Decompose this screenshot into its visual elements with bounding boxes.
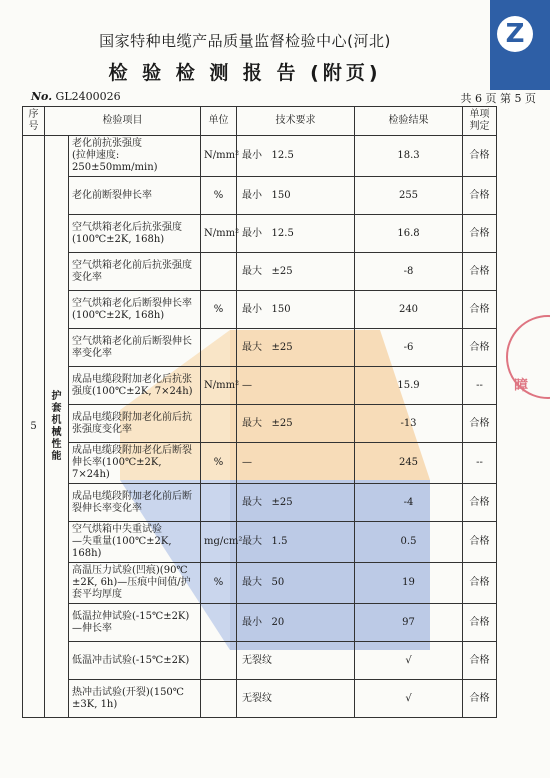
cell-item: 成品电缆段附加老化后抗张强度(100℃±2K, 7×24h) bbox=[69, 367, 201, 405]
cell-judgement: -- bbox=[463, 367, 497, 405]
report-number-value: GL2400026 bbox=[55, 90, 121, 103]
cell-result: 18.3 bbox=[355, 136, 463, 177]
cell-unit: mg/cm² bbox=[201, 522, 237, 563]
report-number-label: No. bbox=[31, 90, 53, 103]
cell-unit: % bbox=[201, 443, 237, 484]
cell-result: -6 bbox=[355, 329, 463, 367]
table-row bbox=[23, 136, 497, 177]
cell-item: 低温拉伸试验(-15℃±2K) —伸长率 bbox=[69, 604, 201, 642]
report-title: 检 验 检 测 报 告 (附页) bbox=[108, 62, 382, 84]
cell-unit: N/mm² bbox=[201, 367, 237, 405]
cell-result: 255 bbox=[355, 177, 463, 215]
cell-result: √ bbox=[355, 642, 463, 680]
cell-unit: % bbox=[201, 563, 237, 604]
cell-requirement: 最小 12.5 bbox=[237, 136, 355, 177]
cell-result: 97 bbox=[355, 604, 463, 642]
table-row bbox=[23, 329, 497, 367]
table-row bbox=[23, 604, 497, 642]
cell-judgement: 合格 bbox=[463, 329, 497, 367]
table-row bbox=[23, 484, 497, 522]
cell-judgement: 合格 bbox=[463, 563, 497, 604]
table-row bbox=[23, 253, 497, 291]
cell-unit: % bbox=[201, 291, 237, 329]
cell-item: 成品电缆段附加老化后断裂伸长率(100℃±2K, 7×24h) bbox=[69, 443, 201, 484]
col-result: 检验结果 bbox=[355, 107, 463, 136]
cell-requirement: 最小 12.5 bbox=[237, 215, 355, 253]
page-info: 共 6 页 第 5 页 bbox=[460, 92, 536, 105]
cell-result: 16.8 bbox=[355, 215, 463, 253]
cell-requirement: — bbox=[237, 443, 355, 484]
col-seq: 序号 bbox=[23, 107, 45, 136]
cell-judgement: 合格 bbox=[463, 484, 497, 522]
cell-judgement: 合格 bbox=[463, 291, 497, 329]
cell-unit bbox=[201, 604, 237, 642]
cell-judgement: 合格 bbox=[463, 177, 497, 215]
report-number bbox=[31, 90, 121, 103]
cell-requirement: 最大 ±25 bbox=[237, 253, 355, 291]
cell-requirement: 最小 20 bbox=[237, 604, 355, 642]
table-row bbox=[23, 177, 497, 215]
cell-requirement: 最大 1.5 bbox=[237, 522, 355, 563]
col-judgement: 单项判定 bbox=[463, 107, 497, 136]
cell-requirement: — bbox=[237, 367, 355, 405]
org-name: 国家特种电缆产品质量监督检验中心(河北) bbox=[99, 32, 391, 50]
cell-unit bbox=[201, 405, 237, 443]
cell-item: 高温压力试验(凹痕)(90℃±2K, 6h)—压痕中间值/护套平均厚度 bbox=[69, 563, 201, 604]
cell-result: √ bbox=[355, 680, 463, 718]
cell-item: 空气烘箱中失重试验 —失重量(100℃±2K, 168h) bbox=[69, 522, 201, 563]
cell-result: 19 bbox=[355, 563, 463, 604]
group-number: 5 bbox=[23, 136, 45, 718]
table-row bbox=[23, 405, 497, 443]
cell-item: 老化前断裂伸长率 bbox=[69, 177, 201, 215]
cell-judgement: 合格 bbox=[463, 215, 497, 253]
cell-item: 空气烘箱老化后抗张强度 (100℃±2K, 168h) bbox=[69, 215, 201, 253]
cell-unit bbox=[201, 253, 237, 291]
cell-unit: N/mm² bbox=[201, 136, 237, 177]
col-unit: 单位 bbox=[201, 107, 237, 136]
cell-judgement: 合格 bbox=[463, 680, 497, 718]
cell-judgement: 合格 bbox=[463, 522, 497, 563]
cell-requirement: 无裂纹 bbox=[237, 680, 355, 718]
cell-judgement: 合格 bbox=[463, 642, 497, 680]
col-item: 检验项目 bbox=[45, 107, 201, 136]
cell-item: 空气烘箱老化前后抗张强度变化率 bbox=[69, 253, 201, 291]
cell-unit: N/mm² bbox=[201, 215, 237, 253]
cell-requirement: 无裂纹 bbox=[237, 642, 355, 680]
cell-result: -8 bbox=[355, 253, 463, 291]
table-row bbox=[23, 215, 497, 253]
corner-logo bbox=[490, 0, 550, 90]
red-seal-stamp bbox=[506, 315, 550, 399]
cell-item: 成品电缆段附加老化前后断裂伸长率变化率 bbox=[69, 484, 201, 522]
cell-judgement: 合格 bbox=[463, 253, 497, 291]
cell-item: 热冲击试验(开裂)(150℃±3K, 1h) bbox=[69, 680, 201, 718]
cell-unit bbox=[201, 680, 237, 718]
table-row bbox=[23, 563, 497, 604]
table-row bbox=[23, 680, 497, 718]
col-requirement: 技术要求 bbox=[237, 107, 355, 136]
table-row bbox=[23, 291, 497, 329]
cell-requirement: 最大 ±25 bbox=[237, 405, 355, 443]
cell-judgement: -- bbox=[463, 443, 497, 484]
cell-item: 空气烘箱老化后断裂伸长率 (100℃±2K, 168h) bbox=[69, 291, 201, 329]
cell-result: -13 bbox=[355, 405, 463, 443]
cell-result: 240 bbox=[355, 291, 463, 329]
cell-result: 15.9 bbox=[355, 367, 463, 405]
cell-item: 成品电缆段附加老化前后抗张强度变化率 bbox=[69, 405, 201, 443]
cell-unit bbox=[201, 642, 237, 680]
cell-judgement: 合格 bbox=[463, 405, 497, 443]
cell-result: -4 bbox=[355, 484, 463, 522]
table-row bbox=[23, 367, 497, 405]
cell-requirement: 最大 ±25 bbox=[237, 329, 355, 367]
table-row bbox=[23, 522, 497, 563]
cell-result: 0.5 bbox=[355, 522, 463, 563]
cell-item: 低温冲击试验(-15℃±2K) bbox=[69, 642, 201, 680]
group-name: 护套机械性能 bbox=[45, 136, 69, 718]
cell-judgement: 合格 bbox=[463, 136, 497, 177]
table-row bbox=[23, 443, 497, 484]
table-header-row bbox=[23, 107, 497, 136]
stamp-char: 瞕 bbox=[514, 378, 528, 394]
cell-item: 空气烘箱老化前后断裂伸长率变化率 bbox=[69, 329, 201, 367]
cell-requirement: 最大 ±25 bbox=[237, 484, 355, 522]
logo-icon: Z bbox=[497, 16, 533, 52]
cell-unit bbox=[201, 329, 237, 367]
cell-judgement: 合格 bbox=[463, 604, 497, 642]
results-table bbox=[22, 106, 497, 718]
cell-requirement: 最小 150 bbox=[237, 291, 355, 329]
cell-requirement: 最小 150 bbox=[237, 177, 355, 215]
table-row bbox=[23, 642, 497, 680]
cell-unit: % bbox=[201, 177, 237, 215]
cell-result: 245 bbox=[355, 443, 463, 484]
cell-requirement: 最大 50 bbox=[237, 563, 355, 604]
cell-unit bbox=[201, 484, 237, 522]
cell-item: 老化前抗张强度 (拉伸速度: 250±50mm/min) bbox=[69, 136, 201, 177]
